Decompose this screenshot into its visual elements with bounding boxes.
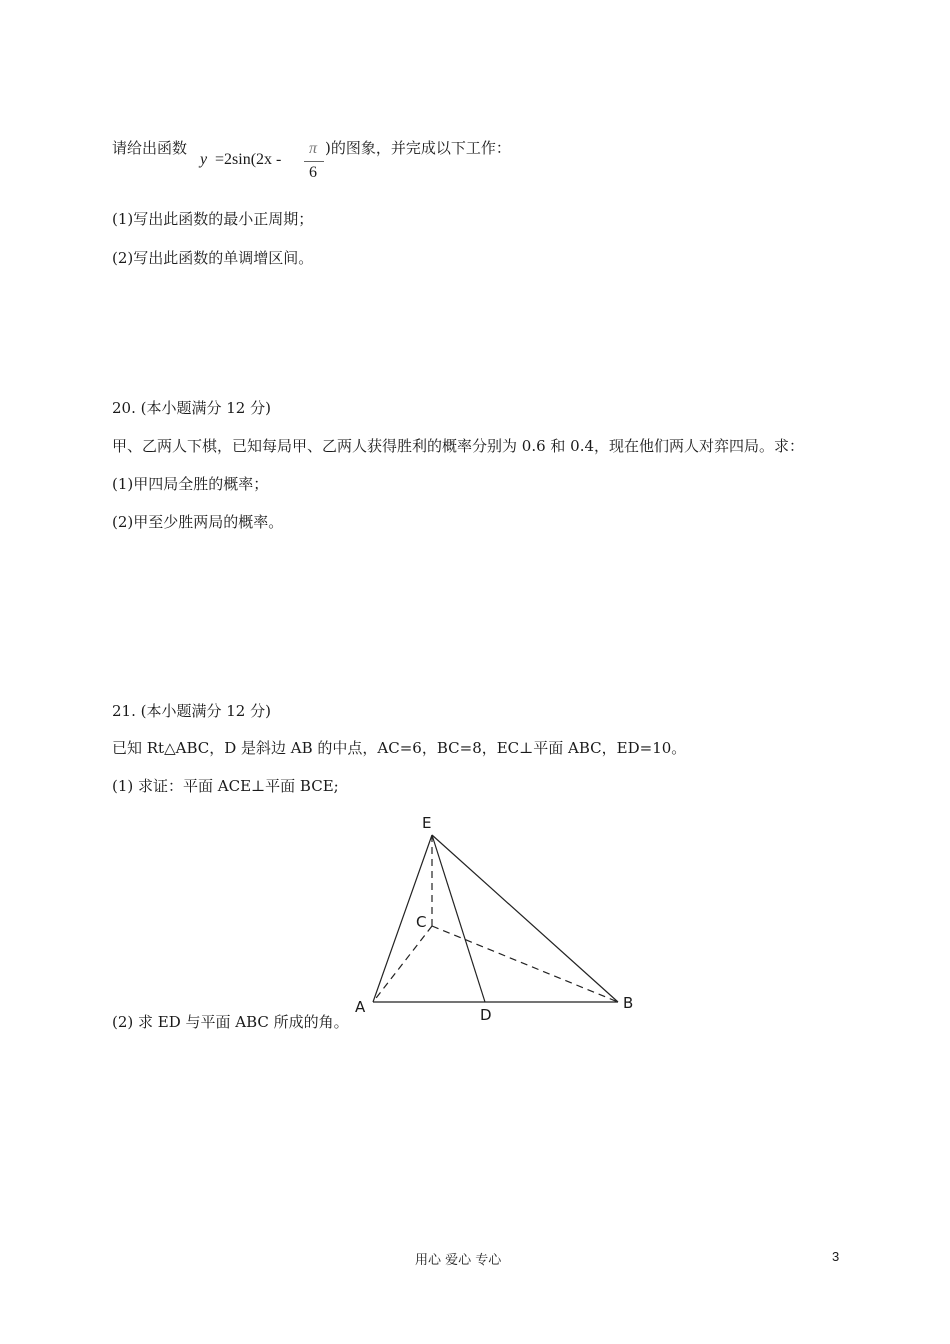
q19-part1: (1)写出此函数的最小正周期； <box>112 210 314 228</box>
q20-header: 20. (本小题满分 12 分) <box>112 399 271 417</box>
q20-body: 甲、乙两人下棋，已知每局甲、乙两人获得胜利的概率分别为 0.6 和 0.4，现在他们两人对弈四局。求： <box>112 437 805 455</box>
label-B: B <box>623 994 634 1012</box>
pyramid-figure <box>350 805 650 1030</box>
q20-part2: (2)甲至少胜两局的概率。 <box>112 513 284 531</box>
edge-CB <box>432 926 618 1002</box>
q20-part1: (1)甲四局全胜的概率； <box>112 475 269 493</box>
page-number: 3 <box>832 1249 840 1264</box>
q19-part2: (2)写出此函数的单调增区间。 <box>112 249 314 267</box>
label-C: C <box>416 913 427 931</box>
q19-formula-numerator: π <box>308 140 317 157</box>
q19-intro-after: )的图象，并完成以下工作： <box>325 139 511 157</box>
q21-part2: (2) 求 ED 与平面 ABC 所成的角。 <box>112 1013 349 1031</box>
q21-part1: (1) 求证：平面 ACE⊥平面 BCE; <box>112 777 339 795</box>
edge-ED <box>432 835 485 1002</box>
footer-slogan: 用心 爱心 专心 <box>415 1253 502 1268</box>
q19-intro-before: 请给出函数 <box>112 139 188 157</box>
q19-formula-denominator: 6 <box>309 164 317 181</box>
label-E: E <box>422 814 432 832</box>
q19-formula-y: y <box>200 151 208 168</box>
q21-body: 已知 Rt△ABC，D 是斜边 AB 的中点，AC=6，BC=8，EC⊥平面 ABC，ED=10。 <box>112 739 687 757</box>
q19-formula-expression: =2sin(2x - <box>215 151 282 168</box>
label-A: A <box>355 998 366 1016</box>
q19-fraction-bar <box>304 161 324 162</box>
edge-CA <box>373 926 432 1002</box>
label-D: D <box>480 1006 492 1024</box>
q21-header: 21. (本小题满分 12 分) <box>112 702 271 720</box>
edge-EB <box>432 835 618 1002</box>
